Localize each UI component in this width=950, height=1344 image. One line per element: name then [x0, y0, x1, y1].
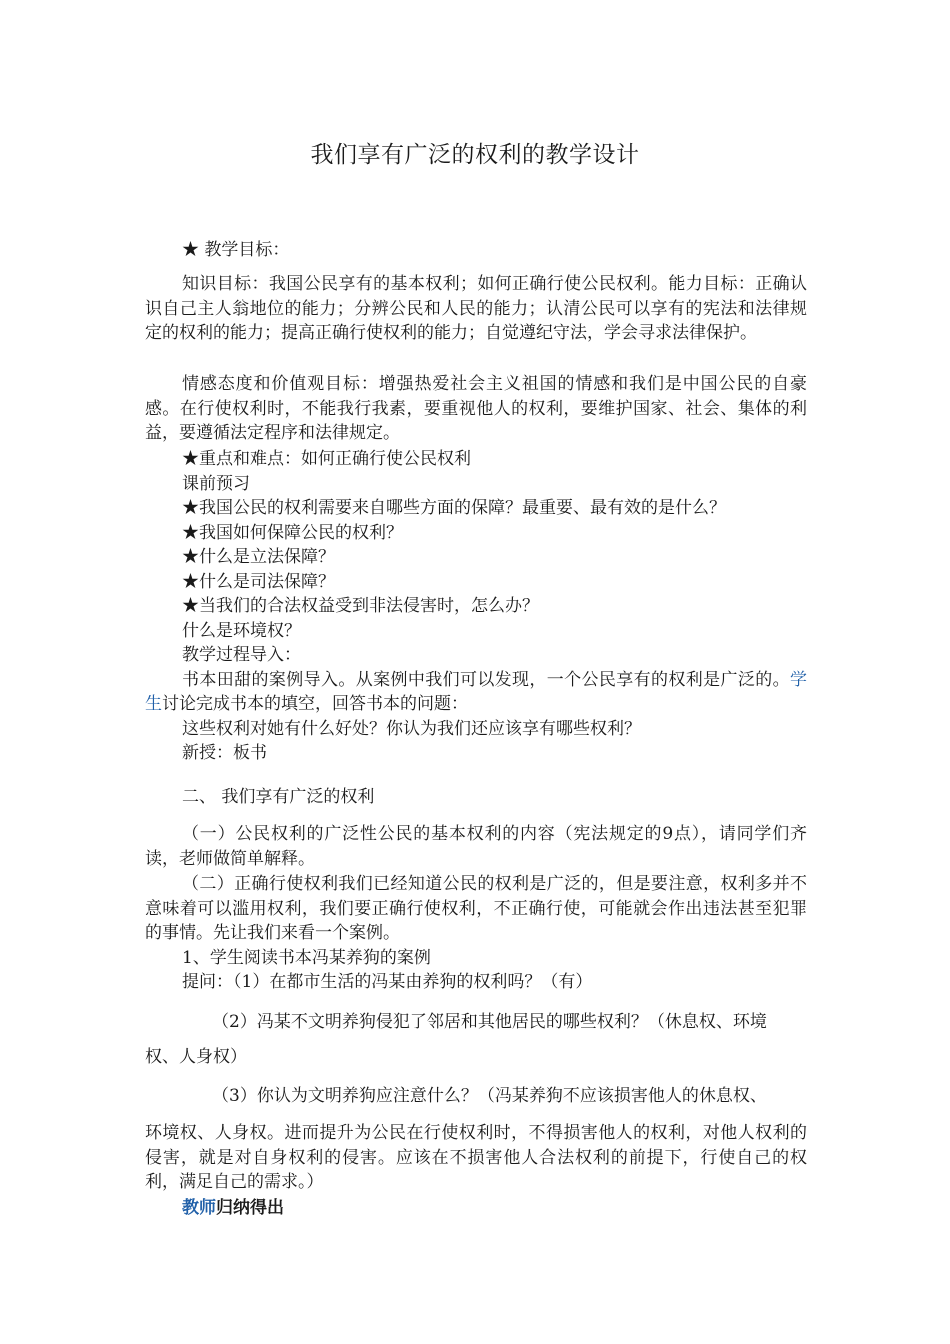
case-item: 1、学生阅读书本冯某养狗的案例 — [182, 947, 431, 968]
goal-heading: ★ 教学目标： — [182, 240, 290, 260]
ask-3-line1: （3）你认为文明养狗应注意什么？（冯某养狗不应该损害他人的休息权、 — [212, 1086, 767, 1106]
key-points: ★重点和难点：如何正确行使公民权利 — [182, 449, 471, 469]
ask-2-cont-block — [145, 1045, 807, 1070]
preview-question: ★我国如何保障公民的权利？ — [182, 522, 403, 543]
outline-block — [145, 447, 807, 766]
knowledge-goal-block — [145, 272, 807, 346]
ask-3-block — [145, 1084, 807, 1109]
preview-question: ★什么是司法保障？ — [182, 571, 335, 592]
student-link[interactable]: 学生 — [145, 669, 807, 714]
preview-question: 什么是环境权？ — [182, 620, 301, 641]
ask-2-line1: （2）冯某不文明养狗侵犯了邻居和其他居民的哪些权利？（休息权、环境 — [212, 1012, 767, 1032]
conclude-text: 归纳得出 — [216, 1198, 284, 1218]
ask-2-block — [145, 1010, 807, 1035]
document-title: 我们享有广泛的权利的教学设计 — [310, 142, 640, 168]
process-heading: 教学过程导入： — [182, 645, 301, 665]
intro-text-cont: 讨论完成书本的填空，回答书本的问题： — [162, 694, 468, 714]
intro-question: 这些权利对她有什么好处？你认为我们还应该享有哪些权利？ — [182, 718, 641, 739]
preview-question: ★什么是立法保障？ — [182, 547, 335, 567]
ask-3-paragraph: 环境权、人身权。进而提升为公民在行使权利时，不得损害他人的权利，对他人权利的侵害，就是对自身权利的侵害。应该在不损害他人合法权利的前提下，行使自己的权利，满足自己的需求。） — [145, 1123, 807, 1192]
goal-heading-block — [145, 238, 807, 263]
ask-2-line2: 权、人身权） — [145, 1047, 247, 1067]
emotion-goal-block — [145, 372, 807, 446]
conclusion-line — [145, 1196, 807, 1221]
ask-3-cont-block — [145, 1121, 807, 1195]
section-two-block — [145, 785, 807, 810]
conclusion-block — [145, 1196, 807, 1221]
intro-text: 书本田甜的案例导入。从案例中我们可以发现，一个公民享有的权利是广泛的。 — [182, 669, 790, 690]
preview-heading: 课前预习 — [182, 473, 250, 494]
part-one-paragraph: （一）公民权利的广泛性公民的基本权利的内容（宪法规定的9点），请同学们齐读，老师做简单解释。 — [145, 824, 807, 869]
part-two-paragraph: （二）正确行使权利我们已经知道公民的权利是广泛的，但是要注意，权利多并不意味着可以滥用权利，我们要正确行使权利，不正确行使，可能就会作出违法甚至犯罪的事情。先让我们来看一个案例。 — [145, 874, 807, 943]
teacher-link[interactable]: 教师 — [182, 1198, 216, 1218]
section-two-heading: 二、 我们享有广泛的权利 — [182, 787, 375, 807]
preview-question: ★我国公民的权利需要来自哪些方面的保障？最重要、最有效的是什么？ — [182, 498, 726, 518]
part-two-block — [145, 872, 807, 995]
knowledge-goal-paragraph: 知识目标：我国公民享有的基本权利；如何正确行使公民权利。能力目标：正确认识自己主人翁地位的能力；分辨公民和人民的能力；认清公民可以享有的宪法和法律规定的权利的能力；提高正确行使权利的能力；自觉遵纪守法，学会寻求法律保护。 — [145, 274, 807, 343]
part-one-block — [145, 822, 807, 871]
intro-paragraph — [145, 668, 807, 717]
preview-question: ★当我们的合法权益受到非法侵害时，怎么办？ — [182, 596, 539, 616]
new-lesson: 新授：板书 — [182, 743, 267, 763]
emotion-goal-paragraph: 情感态度和价值观目标：增强热爱社会主义祖国的情感和我们是中国公民的自豪感。在行使权利时，不能我行我素，要重视他人的权利，要维护国家、社会、集体的利益，要遵循法定程序和法律规定。 — [145, 374, 807, 443]
ask-1: 提问：（1）在都市生活的冯某由养狗的权利吗？（有） — [182, 972, 593, 992]
